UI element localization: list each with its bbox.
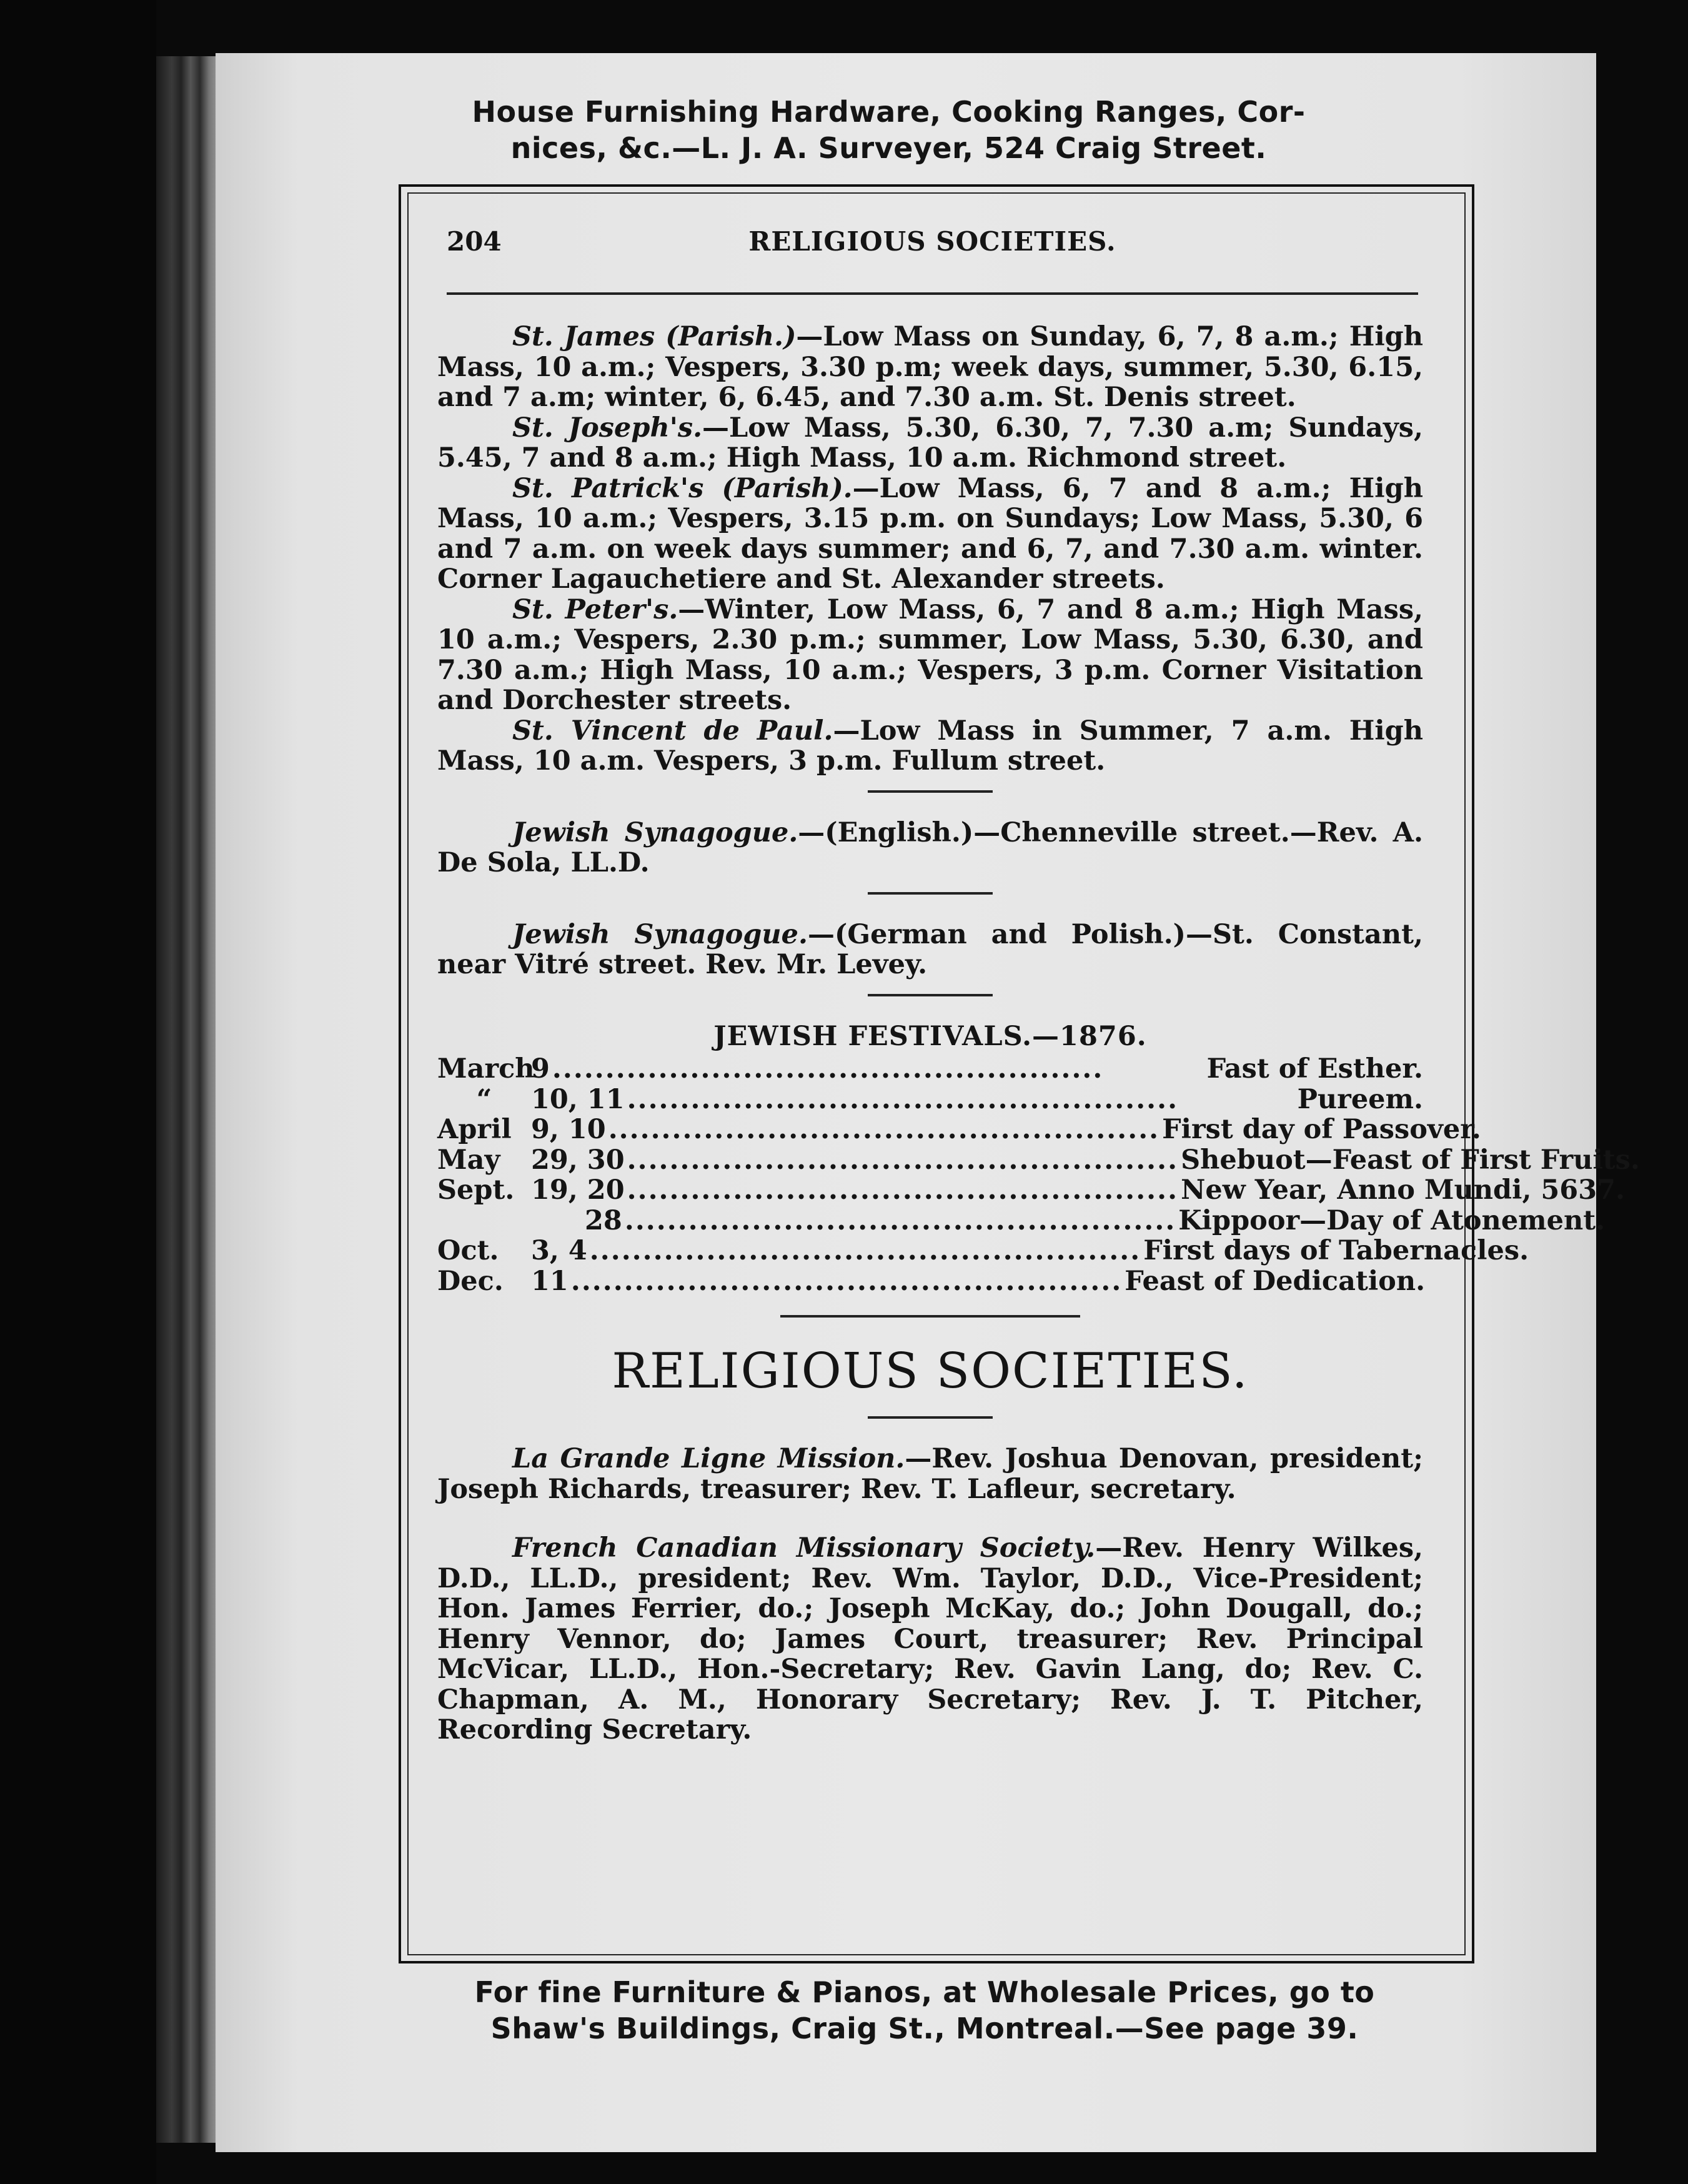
church-qualifier: (Parish). <box>722 472 853 504</box>
page-title: RELIGIOUS SOCIETIES. <box>748 226 1116 257</box>
church-details: —Low Mass, 5.30, 6.30, 7, 7.30 a.m; Sundays, 5.45, 7 and 8 a.m.; High Mass, 10 a.m. Richmond street. <box>437 412 1423 474</box>
section-divider <box>780 1315 1080 1318</box>
church-name: St. Patrick's <box>512 472 704 504</box>
synagogue-details: —(English.)—Chenneville street.—Rev. A. De Sola, LL.D. <box>437 817 1423 878</box>
festival-name: Kippoor—Day of Atonement. <box>1178 1204 1606 1236</box>
dot-leader: .................................................... <box>627 1083 1179 1115</box>
church-details: —Low Mass, 6, 7 and 8 a.m.; High Mass, 10 a.m.; Vespers, 3.15 p.m. on Sundays; Low Mass, 5.30, 6 and 7 a.m. on week days summer; and 6, 7, and 7.30 a.m. winter. Corner Lagauchetiere and St. Alexander streets. <box>437 472 1423 595</box>
church-entry <box>437 595 1423 716</box>
festival-days: 19, 20 <box>531 1174 625 1206</box>
festival-row <box>437 1114 1481 1145</box>
section-divider <box>868 892 993 895</box>
festival-row <box>437 1054 1423 1085</box>
synagogue-entry <box>437 920 1423 980</box>
bottom-ad-line-2: Shaw's Buildings, Craig St., Montreal.—See page 39. <box>490 2012 1359 2045</box>
bottom-ad-line-1: For fine Furniture & Pianos, at Wholesale Prices, go to <box>474 1975 1375 2009</box>
section-divider <box>868 1416 993 1419</box>
society-entry <box>437 1444 1423 1504</box>
festival-name: Pureem. <box>1297 1083 1423 1115</box>
society-entry <box>437 1533 1423 1745</box>
festival-days: 9 <box>531 1053 550 1085</box>
festival-days: 9, 10 <box>531 1114 606 1145</box>
dot-leader: .................................................... <box>552 1053 1104 1085</box>
dot-leader: .................................................... <box>624 1204 1176 1236</box>
church-name: St. Peter's. <box>512 593 678 625</box>
church-list <box>437 322 1423 777</box>
festival-month: Sept. <box>437 1174 515 1206</box>
church-details: —Winter, Low Mass, 6, 7 and 8 a.m.; High Mass, 10 a.m.; Vespers, 2.30 p.m.; summer, Low Mass, 5.30, 6.30, and 7.30 a.m.; High Mass, 10 a.m.; Vespers, 3 p.m. Corner Visitation and Dorchester streets. <box>437 593 1423 716</box>
festivals-table <box>437 1053 1640 1297</box>
festival-days: 29, 30 <box>531 1144 625 1176</box>
church-name: St. Joseph's. <box>512 412 703 444</box>
main-text-column <box>437 321 1640 1745</box>
festival-month: March <box>437 1053 535 1085</box>
dot-leader: .................................................... <box>627 1174 1179 1206</box>
scan-background-left <box>0 0 156 2184</box>
festival-days: 3, 4 <box>531 1235 587 1266</box>
church-entry <box>437 474 1423 595</box>
society-name: French Canadian Missionary Society. <box>512 1532 1096 1564</box>
festival-name: Shebuot—Feast of First Fruits. <box>1181 1144 1640 1176</box>
spacer <box>437 1504 1423 1533</box>
festival-days: 28 <box>585 1204 622 1236</box>
festival-row <box>437 1174 1626 1206</box>
section-title: RELIGIOUS SOCIETIES. <box>612 1343 1249 1399</box>
church-name: St. James <box>512 321 655 352</box>
church-details: —Low Mass on Sunday, 6, 7, 8 a.m.; High Mass, 10 a.m.; Vespers, 3.30 p.m; week days, summer, 5.30, 6.15, and 7 a.m; winter, 6, 6.45, and 7.30 a.m. St. Denis street. <box>437 321 1423 413</box>
synagogue-name: Jewish Synagogue. <box>512 817 798 848</box>
dot-leader: .................................................... <box>570 1265 1123 1297</box>
festival-month: Oct. <box>437 1235 499 1266</box>
section-divider <box>868 790 993 793</box>
festival-name: Fast of Esther. <box>1206 1053 1423 1085</box>
festival-row <box>437 1144 1640 1176</box>
synagogue-name: Jewish Synagogue. <box>512 918 808 950</box>
festival-name: Feast of Dedication. <box>1125 1265 1426 1297</box>
page-number: 204 <box>447 226 502 257</box>
page-header <box>447 226 1418 257</box>
festival-name: First day of Passover. <box>1162 1114 1481 1145</box>
society-name: La Grande Ligne Mission. <box>512 1443 905 1474</box>
church-entry <box>437 716 1423 777</box>
festival-row <box>437 1204 1606 1236</box>
festival-name: New Year, Anno Mundi, 5637. <box>1181 1174 1626 1206</box>
society-details: —Rev. Henry Wilkes, D.D., LL.D., president; Rev. Wm. Taylor, D.D., Vice-President; Hon. James Ferrier, do.; Joseph McKay, do.; John Dougall, do.; Henry Vennor, do; James Court, treasurer; Rev. Principal McVicar, LL.D., Hon.-Secretary; Rev. Gavin Lang, do; Rev. C. Chapman, A. M., Honorary Secretary; Rev. J. T. Pitcher, Recording Secretary. <box>437 1532 1423 1745</box>
dot-leader: .................................................... <box>627 1144 1179 1176</box>
festival-month: April <box>437 1114 512 1145</box>
top-advertisement <box>384 94 1393 166</box>
church-entry <box>437 322 1423 413</box>
festival-month: Dec. <box>437 1265 504 1297</box>
section-divider <box>868 994 993 996</box>
church-details: —Low Mass in Summer, 7 a.m. High Mass, 10 a.m. Vespers, 3 p.m. Fullum street. <box>437 715 1423 777</box>
festival-days: 11 <box>531 1265 568 1297</box>
festival-name: First days of Tabernacles. <box>1143 1235 1529 1266</box>
festival-month: “ <box>476 1083 492 1115</box>
bottom-advertisement <box>375 1974 1474 2047</box>
synagogue-entry <box>437 818 1423 878</box>
top-ad-line-1: House Furnishing Hardware, Cooking Ranges, Cor- <box>472 95 1306 129</box>
festivals-heading: JEWISH FESTIVALS.—1876. <box>713 1020 1147 1052</box>
header-rule <box>447 292 1418 295</box>
festival-row <box>437 1265 1426 1297</box>
synagogue-details: —(German and Polish.)—St. Constant, near Vitré street. Rev. Mr. Levey. <box>437 918 1423 980</box>
scan-background-right <box>1596 53 1688 2152</box>
dot-leader: .................................................... <box>589 1235 1141 1266</box>
society-details: —Rev. Joshua Denovan, president; Joseph Richards, treasurer; Rev. T. Lafleur, secretary. <box>437 1443 1423 1505</box>
church-name: St. Vincent de Paul. <box>512 715 833 747</box>
dot-leader: .................................................... <box>608 1114 1160 1145</box>
book-page-edges <box>156 56 219 2143</box>
festival-row <box>437 1085 1423 1115</box>
festival-row <box>437 1235 1529 1266</box>
church-entry <box>437 413 1423 474</box>
festival-days: 10, 11 <box>531 1083 625 1115</box>
festival-month: May <box>437 1144 500 1176</box>
top-ad-line-2: nices, &c.—L. J. A. Surveyer, 524 Craig Street. <box>510 131 1267 165</box>
church-qualifier: (Parish.) <box>665 321 797 352</box>
